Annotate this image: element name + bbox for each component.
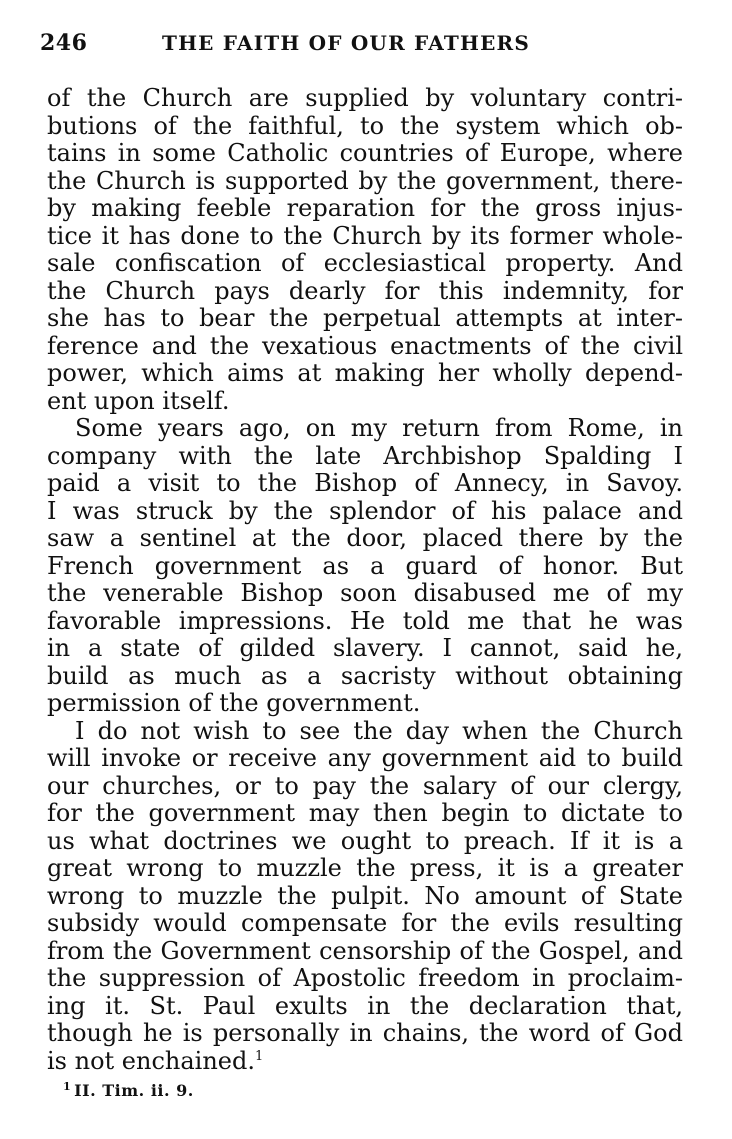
- text-line: Some years ago, on my return from Rome, in: [75, 414, 683, 442]
- text-line: for the government may then begin to dictate to: [47, 799, 683, 827]
- text-line: our churches, or to pay the salary of our clergy,: [47, 771, 683, 800]
- text-line: build as much as a sacristy without obtaining: [47, 661, 683, 690]
- text-line: I was struck by the splendor of his palace and: [47, 496, 683, 525]
- paragraph: [47, 718, 683, 1076]
- text-line: great wrong to muzzle the press, it is a greater: [47, 854, 683, 882]
- text-line: of the Church are supplied by voluntary contri-: [47, 84, 683, 112]
- footnote-reference: 1: [255, 1048, 264, 1064]
- page-number: 246: [40, 30, 88, 56]
- text-line: the Church is supported by the government, there-: [47, 166, 683, 195]
- text-line: the suppression of Apostolic freedom in proclaim-: [47, 964, 683, 992]
- text-line: French government as a guard of honor. But: [47, 551, 683, 580]
- text-line: tice it has done to the Church by its former whole-: [47, 221, 683, 250]
- footnote: [63, 1081, 194, 1100]
- text-line: saw a sentinel at the door, placed there by the: [47, 524, 683, 552]
- text-line: favorable impressions. He told me that he was: [47, 606, 683, 635]
- text-line: company with the late Archbishop Spalding I: [47, 441, 683, 470]
- text-line-final: [47, 1048, 683, 1076]
- footnote-mark: 1: [63, 1079, 72, 1093]
- text-line: she has to bear the perpetual attempts at inter-: [47, 304, 683, 332]
- text-line: ference and the vexatious enactments of the civil: [47, 331, 683, 360]
- text-line: sale confiscation of ecclesiastical property. And: [47, 249, 683, 277]
- paragraph: [47, 415, 683, 718]
- text-line-final-text: is not enchained.: [47, 1046, 255, 1075]
- page-header: [40, 30, 685, 60]
- text-line: butions of the faithful, to the system which ob-: [47, 111, 683, 140]
- text-line: permission of the government.: [47, 689, 421, 717]
- text-line: ing it. St. Paul exults in the declaration that,: [47, 991, 683, 1020]
- footnote-text: II. Tim. ii. 9.: [74, 1081, 194, 1100]
- text-line: the Church pays dearly for this indemnity, for: [47, 276, 683, 305]
- text-line: power, which aims at making her wholly depend-: [47, 359, 683, 387]
- text-line: subsidy would compensate for the evils resulting: [47, 909, 683, 937]
- text-line: in a state of gilded slavery. I cannot, said he,: [47, 634, 683, 662]
- text-line: will invoke or receive any government aid to build: [47, 744, 683, 772]
- text-line: I do not wish to see the day when the Church: [75, 716, 683, 745]
- running-head: THE FAITH OF OUR FATHERS: [162, 31, 530, 55]
- text-line: us what doctrines we ought to preach. If it is a: [47, 826, 683, 855]
- body-text: [47, 85, 683, 1075]
- text-line: paid a visit to the Bishop of Annecy, in Savoy.: [47, 469, 683, 497]
- text-line: wrong to muzzle the pulpit. No amount of State: [47, 881, 683, 910]
- text-line: ent upon itself.: [47, 386, 230, 415]
- text-line: by making feeble reparation for the gross injus-: [47, 194, 683, 222]
- text-line: tains in some Catholic countries of Europe, where: [47, 139, 683, 167]
- text-line: from the Government censorship of the Gospel, and: [47, 936, 683, 965]
- text-line: the venerable Bishop soon disabused me of my: [47, 579, 683, 607]
- text-line: though he is personally in chains, the word of God: [47, 1019, 683, 1047]
- paragraph: [47, 85, 683, 415]
